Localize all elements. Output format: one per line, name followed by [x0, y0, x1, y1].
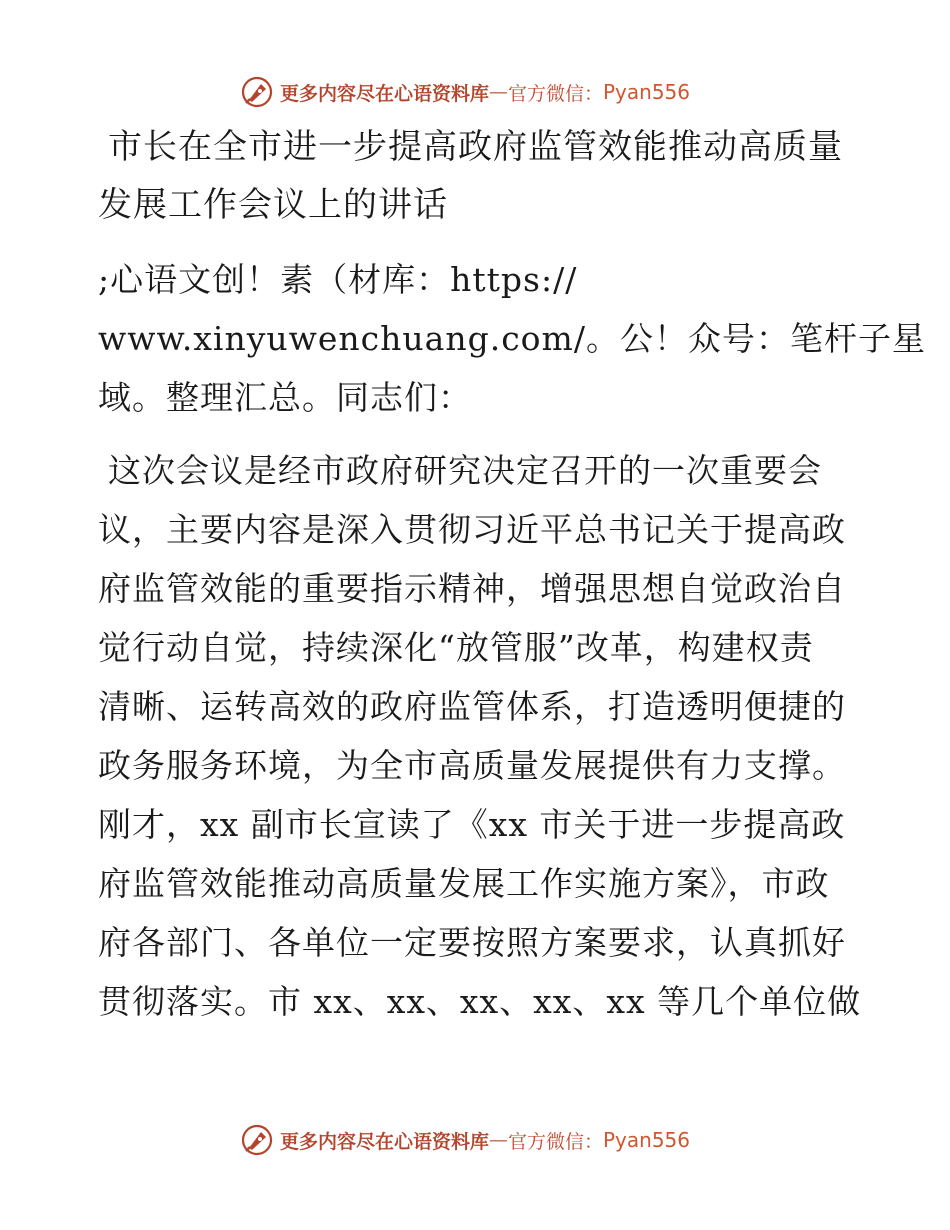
body-line: 府各部门、各单位一定要按照方案要求，认真抓好	[98, 923, 846, 962]
banner-wechat-label: 官方微信：	[507, 1130, 603, 1153]
body-line: 府监管效能的重要指示精神，增强思想自觉政治自	[98, 569, 846, 608]
pen-nib-logo-icon	[240, 75, 274, 109]
source-note-line: www.xinyuwenchuang.com/。公！众号：笔杆子星	[98, 319, 926, 358]
source-note-line: ;心语文创！素（材库：https://	[98, 260, 578, 299]
footer-watermark-banner	[0, 1118, 950, 1162]
banner-site-text: 更多内容尽在心语资料库	[279, 1130, 489, 1153]
banner-wechat-id: Pyan556	[603, 1128, 691, 1152]
source-note	[98, 250, 926, 427]
body-line: 府监管效能推动高质量发展工作实施方案》，市政	[98, 864, 830, 903]
banner-wechat-label: 官方微信：	[507, 82, 603, 105]
title-line: 发展工作会议上的讲话	[98, 185, 448, 225]
body-line: 清晰、运转高效的政府监管体系，打造透明便捷的	[98, 687, 846, 726]
header-watermark-banner	[0, 70, 950, 114]
body-line: 议，主要内容是深入贯彻习近平总书记关于提高政	[98, 510, 846, 549]
banner-separator: —	[488, 81, 508, 103]
banner-wechat-id: Pyan556	[603, 80, 691, 104]
document-content	[98, 118, 926, 1031]
banner-separator: —	[488, 1129, 508, 1151]
banner-site-text: 更多内容尽在心语资料库	[279, 82, 489, 105]
body-line: 政务服务环境，为全市高质量发展提供有力支撑。	[98, 746, 846, 785]
title-line: 市长在全市进一步提高政府监管效能推动高质量	[108, 127, 843, 167]
pen-nib-logo-icon	[240, 1123, 274, 1157]
body-line: 这次会议是经市政府研究决定召开的一次重要会	[108, 451, 822, 490]
source-note-line: 域。整理汇总。同志们：	[98, 378, 472, 417]
speech-body-paragraph	[98, 441, 862, 1031]
body-line: 刚才，xx 副市长宣读了《xx 市关于进一步提高政	[98, 805, 846, 844]
body-line: 贯彻落实。市 xx、xx、xx、xx、xx 等几个单位做	[98, 982, 862, 1021]
document-title	[98, 118, 858, 234]
body-line: 觉行动自觉，持续深化“放管服”改革，构建权责	[98, 628, 814, 667]
